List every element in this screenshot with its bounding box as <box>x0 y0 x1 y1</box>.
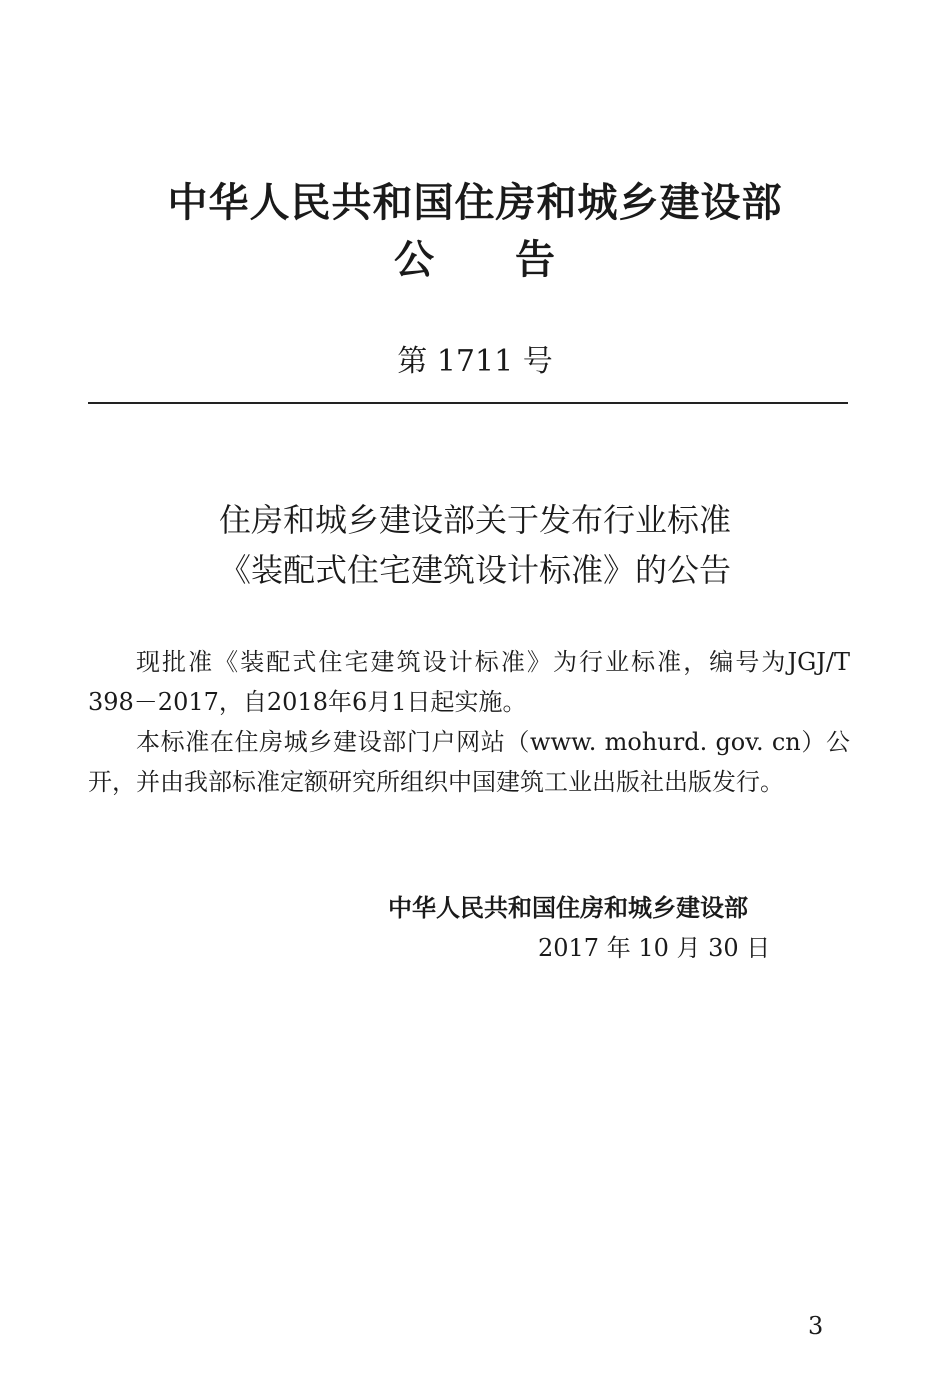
document-number: 第 1711 号 <box>397 344 553 379</box>
header-divider <box>88 402 848 404</box>
page-number: 3 <box>808 1312 824 1340</box>
notice-subject <box>0 495 950 595</box>
notice-heading <box>0 232 950 288</box>
notice-heading-char-2: 告 <box>515 237 556 283</box>
notice-body <box>88 642 850 802</box>
body-paragraph-2: 本标准在住房城乡建设部门户网站（www. mohurd. gov. cn）公开，并由我部标准定额研究所组织中国建筑工业出版社出版发行。 <box>88 728 850 796</box>
signature-date: 2017 年 10 月 30 日 <box>538 934 771 962</box>
body-paragraph-1: 现批准《装配式住宅建筑设计标准》为行业标准，编号为JGJ/T 398－2017，自2018年6月1日起实施。 <box>88 648 850 716</box>
notice-heading-char-1: 公 <box>394 237 435 283</box>
ministry-title: 中华人民共和国住房和城乡建设部 <box>167 180 783 226</box>
signature-organization: 中华人民共和国住房和城乡建设部 <box>388 894 748 922</box>
subject-line-2: 《装配式住宅建筑设计标准》的公告 <box>218 551 731 589</box>
subject-line-1: 住房和城乡建设部关于发布行业标准 <box>218 501 731 539</box>
